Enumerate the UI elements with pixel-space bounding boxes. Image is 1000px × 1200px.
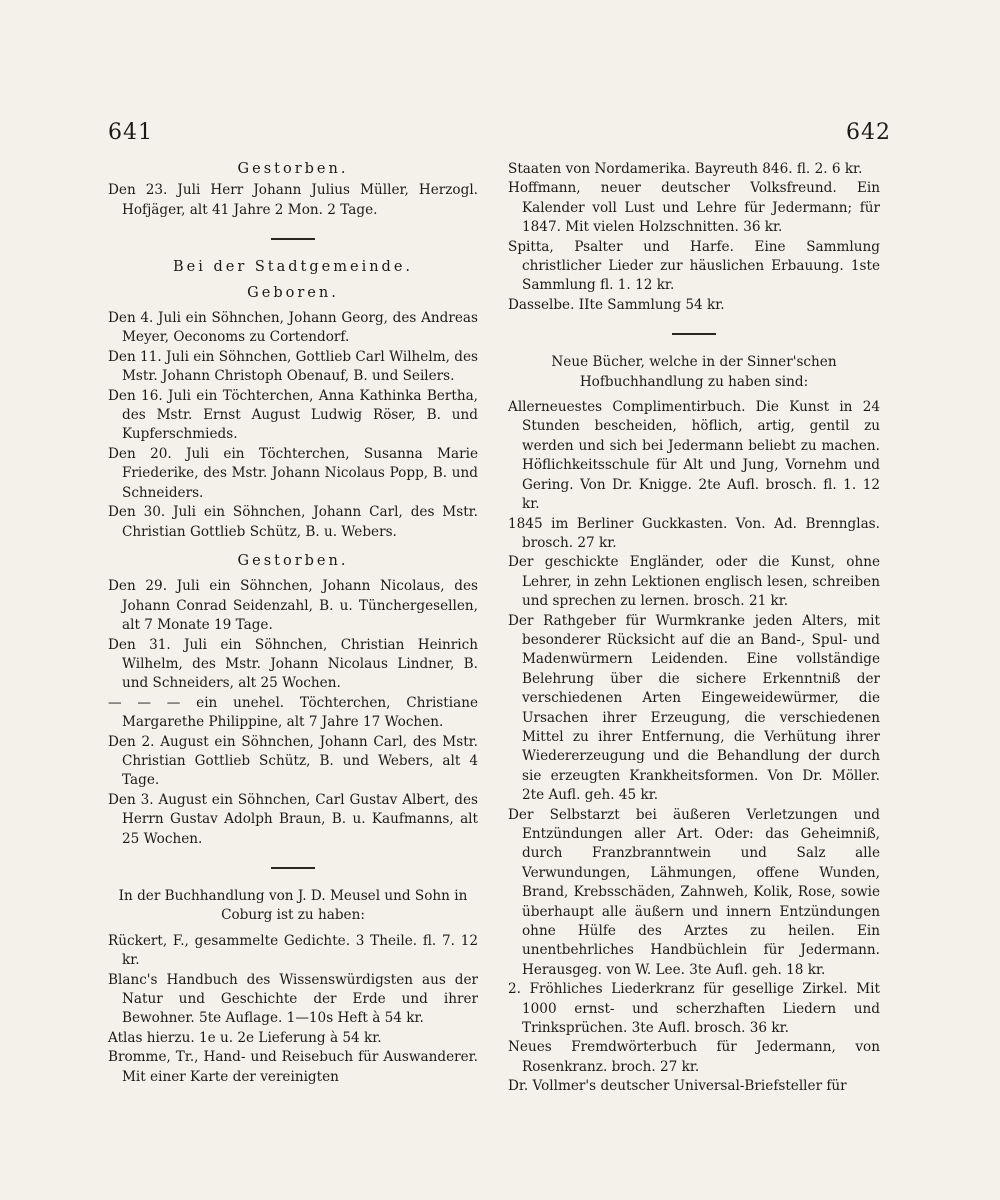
book-listing: Blanc's Handbuch des Wissenswürdigsten aus der Natur und Geschichte der Erde und ihrer Bewohner. 5te Auflage. 1—10s Heft à 54 kr. [108,971,478,1027]
page-number-left: 641 [108,120,153,145]
birth-notice: Den 20. Juli ein Töchterchen, Susanna Marie Friederike, des Mstr. Johann Nicolaus Popp, B. und Schneiders. [108,445,478,501]
section-divider [271,867,315,869]
section-divider [271,238,315,240]
death-notice: — — — ein unehel. Töchterchen, Christiane Margarethe Philippine, alt 7 Jahre 17 Wochen. [108,694,478,731]
died-heading: Gestorben. [237,552,349,569]
died-heading: Gestorben. [237,161,349,177]
book-listing: Neues Fremdwörterbuch für Jedermann, von Rosenkranz. broch. 27 kr. [508,1039,880,1075]
bookshop-heading: Neue Bücher, welche in der Sinner'schen Hofbuchhandlung zu haben sind: [551,354,837,390]
book-listing: 2. Fröhliches Liederkranz für gesellige Zirkel. Mit 1000 ernst- und scherzhaften Liedern und Trinksprüchen. 3te Aufl. brosch. 36 kr. [508,981,880,1037]
death-notice: Den 29. Juli ein Söhnchen, Johann Nicolaus, des Johann Conrad Seidenzahl, B. u. Tünchergesellen, alt 7 Monate 19 Tage. [108,578,478,634]
birth-notice: Den 11. Juli ein Söhnchen, Gottlieb Carl Wilhelm, des Mstr. Johann Christoph Obenauf, B. und Seilers. [108,348,478,385]
book-listing: 1845 im Berliner Guckkasten. Von. Ad. Brennglas. brosch. 27 kr. [508,515,880,551]
city-parish-heading: Bei der Stadtgemeinde. [172,259,414,276]
section-divider [672,333,716,335]
book-listing: Hoffmann, neuer deutscher Volksfreund. Ein Kalender voll Lust und Lehre für Jedermann; für 1847. Mit vielen Holzschnitten. 36 kr. [508,180,880,236]
book-listing: Der Rathgeber für Wurmkranke jeden Alters, mit besonderer Rücksicht auf die an Band-, Spul- und Madenwürmern Leidenden. Eine vollständige Belehrung über die sichere Erkenntniß der verschiedenen Arten Eingeweidewürmer, die Ursachen ihrer Erzeugung, die verschiedenen Mittel zu ihrer Entfernung, die Verhütung ihrer Wiedererzeugung und die Behandlung der durch sie erzeugten Krankheitsformen. Von Dr. Möller. 2te Aufl. geh. 45 kr. [508,612,880,804]
death-notice: Den 2. August ein Söhnchen, Johann Carl, des Mstr. Christian Gottlieb Schütz, B. und Webers, alt 4 Tage. [108,733,478,789]
book-listing: Dasselbe. IIte Sammlung 54 kr. [508,296,725,313]
book-listing: Spitta, Psalter und Harfe. Eine Sammlung christlicher Lieder zur häuslichen Erbauung. 1ste Sammlung fl. 1. 12 kr. [508,238,880,294]
bookshop-heading: In der Buchhandlung von J. D. Meusel und Sohn in Coburg ist zu haben: [118,888,468,924]
book-listing: Atlas hierzu. 1e u. 2e Lieferung à 54 kr. [108,1029,382,1046]
death-notice: Den 3. August ein Söhnchen, Carl Gustav Albert, des Herrn Gustav Adolph Braun, B. u. Kaufmanns, alt 25 Wochen. [108,791,478,847]
book-listing: Dr. Vollmer's deutscher Universal-Briefsteller für [508,1078,847,1095]
book-listing: Allerneuestes Complimentirbuch. Die Kunst in 24 Stunden bescheiden, höflich, artig, gentil zu werden und sich bei Jedermann beliebt zu machen. Höflichkeitsschule für Alt und Jung, Vornehm und Gering. Von Dr. Knigge. 2te Aufl. brosch. fl. 1. 12 kr. [508,399,880,513]
book-listing: Bromme, Tr., Hand- und Reisebuch für Auswanderer. Mit einer Karte der vereinigten [108,1049,478,1085]
birth-notice: Den 4. Juli ein Söhnchen, Johann Georg, des Andreas Meyer, Oeconoms zu Cortendorf. [108,310,478,346]
death-notice: Den 23. Juli Herr Johann Julius Müller, Herzogl. Hofjäger, alt 41 Jahre 2 Mon. 2 Tage. [108,182,478,218]
page-number-right: 642 [846,120,891,145]
left-column [108,160,478,1087]
book-listing: Der geschickte Engländer, oder die Kunst, ohne Lehrer, in zehn Lektionen englisch lesen, schreiben und sprechen zu lernen. brosch. 21 kr. [508,554,880,610]
death-notice: Den 31. Juli ein Söhnchen, Christian Heinrich Wilhelm, des Mstr. Johann Nicolaus Lindner, B. und Schneiders, alt 25 Wochen. [108,636,478,692]
birth-notice: Den 16. Juli ein Töchterchen, Anna Kathinka Bertha, des Mstr. Ernst August Ludwig Röser, B. und Kupferschmieds. [108,387,478,443]
right-column [508,160,880,1097]
book-listing: Rückert, F., gesammelte Gedichte. 3 Theile. fl. 7. 12 kr. [108,932,478,969]
book-listing: Der Selbstarzt bei äußeren Verletzungen und Entzündungen aller Art. Oder: das Geheimniß, durch Franzbranntwein und Salz alle Verwundungen, Lähmungen, offene Wunden, Brand, Krebsschäden, Zahnweh, Kolik, Rose, sowie überhaupt alle äußern und innern Entzündungen ohne Hülfe des Arztes zu heilen. Ein unentbehrliches Handbüchlein für Jedermann. Herausgeg. von W. Lee. 3te Aufl. geh. 18 kr. [508,806,880,978]
birth-notice: Den 30. Juli ein Söhnchen, Johann Carl, des Mstr. Christian Gottlieb Schütz, B. u. Webers. [108,504,478,540]
born-heading: Geboren. [247,284,339,301]
book-listing: Staaten von Nordamerika. Bayreuth 846. fl. 2. 6 kr. [508,161,863,177]
